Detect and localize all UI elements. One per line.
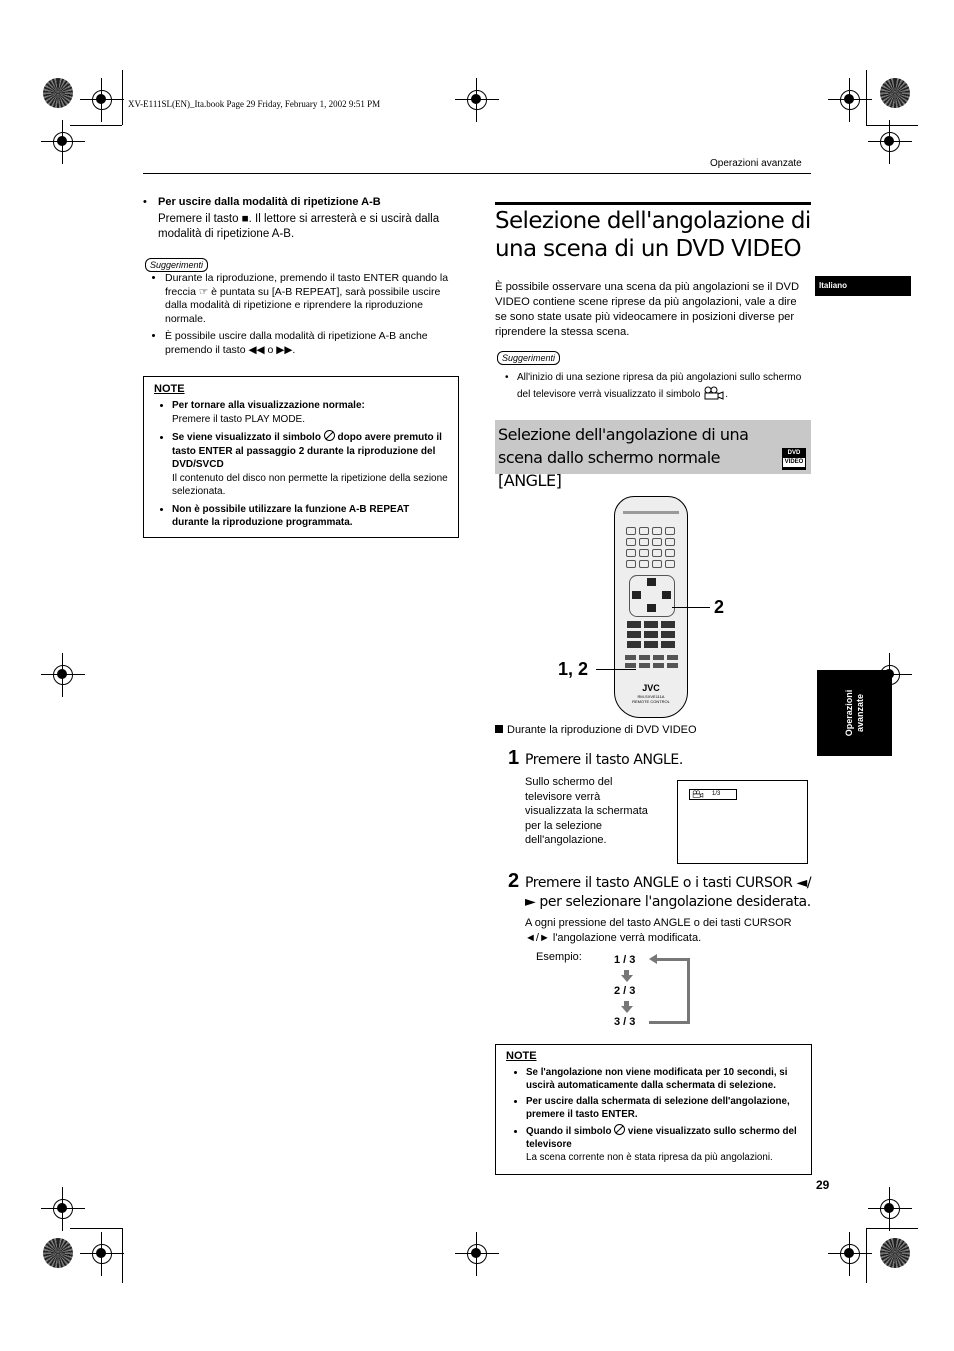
right-note-item3-text: La scena corrente non è stata ripresa da più angolazioni. (526, 1152, 773, 1163)
remote-label: REMOTE CONTROL (632, 699, 670, 704)
ab-exit-text: Premere il tasto ■. Il lettore si arresterà e si uscirà dalla modalità di ripetizione A-B. (158, 213, 440, 240)
book-info: XV-E111SL(EN)_Ita.book Page 29 Friday, February 1, 2002 9:51 PM (128, 99, 381, 109)
step1-title: Premere il tasto ANGLE. (525, 752, 683, 768)
crosshair-icon (455, 78, 499, 122)
remote-number-grid (626, 527, 678, 568)
tips-label: Suggerimenti (145, 258, 208, 272)
crosshair-icon (41, 1187, 85, 1231)
ab-exit-block: • Per uscire dalla modalità di ripetizione A-B Premere il tasto ■. Il lettore si arresterà e si uscirà dalla modalità di ripetizione A-B. (143, 195, 458, 242)
down-arrow-icon (621, 975, 633, 982)
step1-number: 1 (508, 747, 520, 769)
prohibited-icon (614, 1124, 625, 1135)
left-tip-1: • Durante la riproduzione, premendo il tasto ENTER quando la freccia ☞ è puntata su [A-B REPEAT], sarà possibile uscire dalla modalità di ripetizione e riprendere la riproduzione normale. (165, 272, 461, 326)
square-bullet-icon (495, 725, 503, 733)
trim-line (866, 125, 918, 126)
right-note-item3-title-a: Quando il simbolo (526, 1126, 612, 1137)
left-note-item2-title-b: dopo avere premuto il tasto ENTER al passaggio 2 durante la riproduzione del DVD/SVCD (172, 432, 442, 470)
example-value-3: 3 / 3 (614, 1016, 636, 1028)
side-tab-label: Operazioni avanzate (844, 689, 865, 737)
trim-line (866, 1228, 918, 1229)
right-tips-label-wrap (497, 348, 560, 366)
crosshair-icon (41, 120, 85, 164)
trim-line (70, 1228, 122, 1229)
trim-line (866, 1228, 867, 1283)
right-note-title: NOTE (506, 1050, 537, 1062)
crosshair-icon (868, 1187, 912, 1231)
trim-line (122, 70, 123, 125)
step2-number: 2 (508, 870, 520, 892)
tips-label: Suggerimenti (497, 351, 560, 365)
registration-disc-icon (880, 1238, 910, 1268)
loop-bracket (687, 960, 690, 1024)
right-note-item2: • Per uscire dalla schermata di selezione dell'angolazione, premere il tasto ENTER. (526, 1095, 801, 1121)
right-note-item3-title-b: viene visualizzato sullo schermo del televisore (526, 1126, 797, 1150)
language-tab (815, 276, 911, 296)
step1-text: Sullo schermo del televisore verrà visualizzata la schermata per la selezione dell'angolazione. (525, 776, 648, 846)
left-note-item1-title: Per tornare alla visualizzazione normale: (172, 400, 365, 411)
callout-2: 2 (714, 597, 725, 617)
title-rule (495, 202, 811, 205)
example-value-2: 2 / 3 (614, 985, 636, 997)
trim-line (70, 125, 122, 126)
left-note-item2-text: Il contenuto del disco non permette la ripetizione della sezione selezionata. (172, 472, 448, 497)
crosshair-icon (41, 653, 85, 697)
callout-line-2 (672, 607, 710, 608)
page-number: 29 (816, 1178, 830, 1192)
step2-title: Premere il tasto ANGLE o i tasti CURSOR ◄/► per selezionare l'angolazione desiderata. (525, 875, 812, 910)
left-tips-list (143, 272, 461, 361)
during-line (495, 724, 697, 736)
registration-disc-icon (43, 1238, 73, 1268)
main-title: Selezione dell'angolazione di una scena di un DVD VIDEO (495, 208, 811, 262)
left-note-item2-title-a: Se viene visualizzato il simbolo (172, 432, 321, 443)
remote-brand: JVC (642, 683, 660, 693)
angle-readout-value: 1/3 (712, 791, 721, 797)
crosshair-icon (868, 120, 912, 164)
left-note-box (143, 376, 459, 538)
header-section: Operazioni avanzate (710, 158, 802, 169)
remote-transport-buttons (627, 621, 677, 648)
dvd-badge-bottom: VIDEO (784, 459, 804, 465)
right-note-item1: • Se l'angolazione non viene modificata per 10 secondi, si uscirà automaticamente dalla schermata di selezione. (526, 1066, 801, 1092)
example-label: Esempio: (536, 951, 582, 963)
intro-text: È possibile osservare una scena da più angolazioni se il DVD VIDEO contiene scene riprese da più angolazioni, vale a dire se sono state usate più videocamere in posizioni diverse per riprendere la stessa scena. (495, 281, 800, 338)
callout-line-12 (596, 669, 636, 670)
loop-bracket (649, 1021, 689, 1024)
remote-cursor-pad (629, 575, 675, 617)
section-title: Selezione dell'angolazione di una scena dallo schermo normale [ANGLE] (498, 425, 749, 490)
remote-model: RM-SXVE111A (637, 694, 665, 699)
left-arrow-icon (649, 954, 657, 964)
left-note-item3-title: Non è possibile utilizzare la funzione A-B REPEAT durante la riproduzione programmata. (172, 503, 410, 528)
language-tab-label: Italiano (819, 281, 848, 290)
right-tip-text: All'inizio di una sezione ripresa da più angolazioni sullo schermo del televisore verrà visualizzato il simbolo (517, 372, 802, 400)
camera-icon (692, 790, 704, 798)
left-tips-label (145, 255, 208, 273)
side-tab (817, 670, 892, 756)
section-title-bar (495, 420, 811, 490)
registration-disc-icon (880, 78, 910, 108)
dvd-video-badge (782, 448, 806, 470)
ab-exit-title: Per uscire dalla modalità di ripetizione A-B (158, 196, 381, 208)
down-arrow-icon (621, 1006, 633, 1013)
trim-line (866, 70, 867, 125)
camera-icon (703, 386, 725, 400)
left-note-title: NOTE (154, 383, 185, 395)
crosshair-icon (80, 1232, 124, 1276)
left-note-item1-text: Premere il tasto PLAY MODE. (172, 413, 306, 425)
step2-text: A ogni pressione del tasto ANGLE o dei tasti CURSOR ◄/► l'angolazione verrà modificata. (525, 917, 792, 944)
example-value-1: 1 / 3 (614, 954, 636, 966)
trim-line (122, 1228, 123, 1283)
crosshair-icon (455, 1232, 499, 1276)
left-tip-2: • È possibile uscire dalla modalità di ripetizione A-B anche premendo il tasto ◀◀ o ▶▶. (165, 330, 461, 357)
prohibited-icon (324, 430, 335, 441)
header-rule (143, 173, 811, 174)
angle-readout (689, 789, 737, 800)
remote-function-buttons (625, 655, 681, 668)
crosshair-icon (80, 78, 124, 122)
right-note-box (495, 1044, 812, 1175)
dvd-badge-top: DVD (787, 450, 801, 456)
tv-screen-mock (677, 780, 808, 864)
during-text: Durante la riproduzione di DVD VIDEO (507, 724, 697, 736)
right-tip: • All'inizio di una sezione ripresa da più angolazioni sullo schermo del televisore verrà visualizzato il simbolo . (505, 372, 802, 400)
registration-disc-icon (43, 78, 73, 108)
loop-bracket (656, 958, 690, 961)
callout-12: 1, 2 (558, 659, 589, 679)
